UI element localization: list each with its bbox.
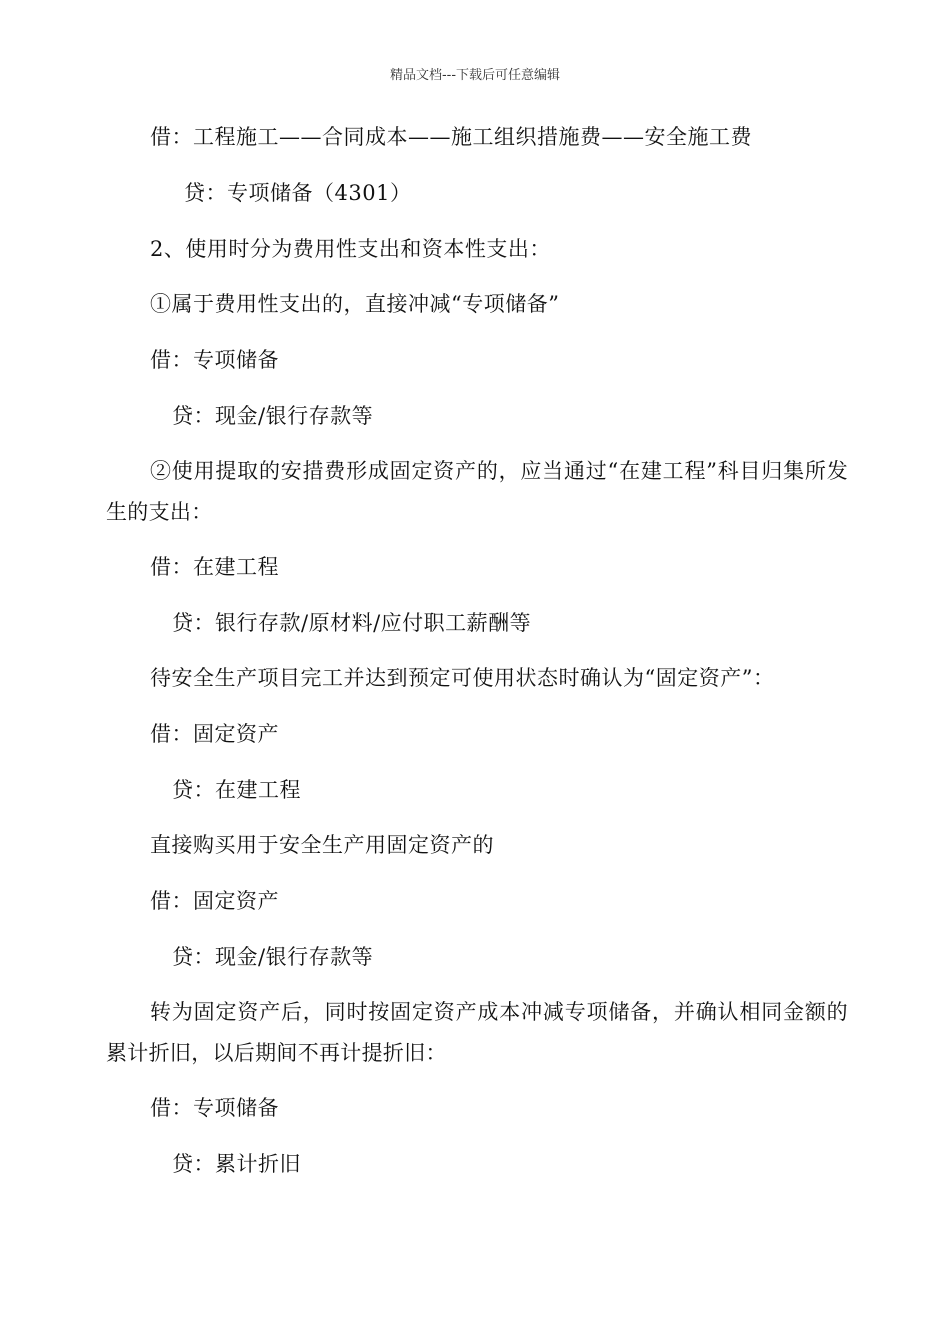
- entry-debit-fixed-assets-2: 借：固定资产: [150, 889, 279, 913]
- section-heading-usage: 2、使用时分为费用性支出和资本性支出：: [150, 237, 551, 261]
- text-direct-purchase: 直接购买用于安全生产用固定资产的: [150, 833, 494, 857]
- text-depreciation-paragraph: 转为固定资产后，同时按固定资产成本冲减专项储备，并确认相同金额的累计折旧，以后期间不再计提折旧：: [106, 1000, 848, 1065]
- page-header: 精品文档---下载后可任意编辑: [389, 68, 561, 83]
- item-expense-nature: ①属于费用性支出的，直接冲减“专项储备”: [150, 292, 560, 316]
- entry-credit-accumulated-depreciation: 贷：累计折旧: [172, 1152, 301, 1176]
- entry-credit-cash-bank-2: 贷：现金/银行存款等: [172, 945, 374, 969]
- entry-credit-cash-bank: 贷：现金/银行存款等: [172, 404, 374, 428]
- entry-debit-construction-in-progress: 借：在建工程: [150, 555, 279, 579]
- entry-debit-fixed-assets: 借：固定资产: [150, 722, 279, 746]
- entry-debit-construction: 借：工程施工——合同成本——施工组织措施费——安全施工费: [150, 125, 752, 149]
- item-capital-nature-paragraph: ②使用提取的安措费形成固定资产的，应当通过“在建工程”科目归集所发生的支出：: [106, 459, 848, 524]
- text-completion-transfer: 待安全生产项目完工并达到预定可使用状态时确认为“固定资产”：: [150, 666, 775, 690]
- entry-credit-bank-materials-payroll: 贷：银行存款/原材料/应付职工薪酬等: [172, 611, 532, 635]
- entry-debit-special-reserve: 借：专项储备: [150, 348, 279, 372]
- entry-credit-construction-in-progress: 贷：在建工程: [172, 778, 301, 802]
- entry-credit-special-reserve: 贷：专项储备（4301）: [184, 181, 412, 205]
- entry-debit-special-reserve-2: 借：专项储备: [150, 1096, 279, 1120]
